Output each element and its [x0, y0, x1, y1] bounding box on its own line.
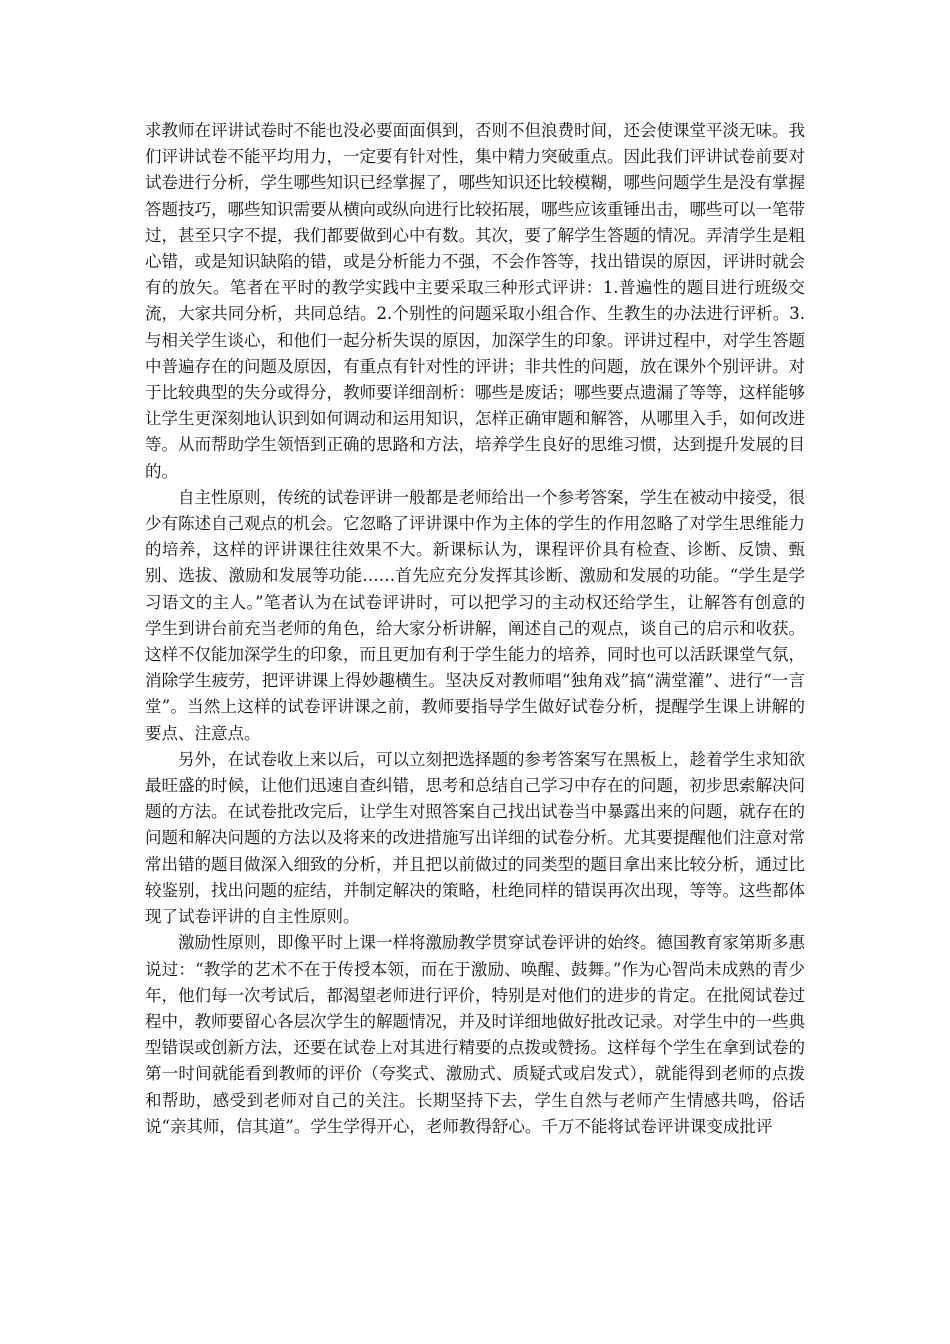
document-body: [145, 118, 805, 1140]
paragraph-1: 求教师在评讲试卷时不能也没必要面面俱到，否则不但浪费时间，还会使课堂平淡无味。我们评讲试卷不能平均用力，一定要有针对性，集中精力突破重点。因此我们评讲试卷前要对试卷进行分析，学生哪些知识已经掌握了，哪些知识还比较模糊，哪些问题学生是没有掌握答题技巧，哪些知识需要从横向或纵向进行比较拓展，哪些应该重锤出击，哪些可以一笔带过，甚至只字不提，我们都要做到心中有数。其次，要了解学生答题的情况。弄清学生是粗心错，或是知识缺陷的错，或是分析能力不强，不会作答等，找出错误的原因，评讲时就会有的放矢。笔者在平时的教学实践中主要采取三种形式评讲：1.普遍性的题目进行班级交流，大家共同分析，共同总结。2.个别性的问题采取小组合作、生教生的办法进行评析。3.与相关学生谈心，和他们一起分析失误的原因，加深学生的印象。评讲过程中，对学生答题中普遍存在的问题及原因，有重点有针对性的评讲；非共性的问题，放在课外个别评讲。对于比较典型的失分或得分，教师要详细剖析：哪些是废话；哪些要点遗漏了等等，这样能够让学生更深刻地认识到如何调动和运用知识，怎样正确审题和解答，从哪里入手，如何改进等。从而帮助学生领悟到正确的思路和方法，培养学生良好的思维习惯，达到提升发展的目的。: [145, 121, 805, 481]
paragraph-2-autonomy-principle: 自主性原则，传统的试卷评讲一般都是老师给出一个参考答案，学生在被动中接受，很少有陈述自己观点的机会。它忽略了评讲课中作为主体的学生的作用忽略了对学生思维能力的培养，这样的评讲课往往效果不大。新课标认为，课程评价具有检查、诊断、反馈、甄别、选拔、激励和发展等功能……首先应充分发挥其诊断、激励和发展的功能。“学生是学习语文的主人。”笔者认为在试卷评讲时，可以把学习的主动权还给学生，让解答有创意的学生到讲台前充当老师的角色，给大家分析讲解，阐述自己的观点，谈自己的启示和收获。这样不仅能加深学生的印象，而且更加有利于学生能力的培养，同时也可以活跃课堂气氛，消除学生疲劳，把评讲课上得妙趣横生。坚决反对教师唱“独角戏”搞“满堂灌”、进行“一言堂”。当然上这样的试卷评讲课之前，教师要指导学生做好试卷分析，提醒学生课上讲解的要点、注意点。: [145, 487, 805, 743]
paragraph-3-self-check: 另外，在试卷收上来以后，可以立刻把选择题的参考答案写在黑板上，趁着学生求知欲最旺盛的时候，让他们迅速自查纠错，思考和总结自己学习中存在的问题，初步思索解决问题的方法。在试卷批改完后，让学生对照答案自己找出试卷当中暴露出来的问题，就存在的问题和解决问题的方法以及将来的改进措施写出详细的试卷分析。尤其要提醒他们注意对常常出错的题目做深入细致的分析，并且把以前做过的同类型的题目拿出来比较分析，通过比较鉴别，找出问题的症结，并制定解决的策略，杜绝同样的错误再次出现，等等。这些都体现了试卷评讲的自主性原则。: [145, 749, 805, 927]
paragraph-4-motivation-principle: 激励性原则，即像平时上课一样将激励教学贯穿试卷评讲的始终。德国教育家第斯多惠说过：“教学的艺术不在于传授本领，而在于激励、唤醒、鼓舞。”作为心智尚未成熟的青少年，他们每一次考试后，都渴望老师进行评价，特别是对他们的进步的肯定。在批阅试卷过程中，教师要留心各层次学生的解题情况，并及时详细地做好批改记录。对学生中的一些典型错误或创新方法，还要在试卷上对其进行精要的点拨或赞扬。这样每个学生在拿到试卷的第一时间就能看到教师的评价（夸奖式、激励式、质疑式或启发式），就能得到老师的点拨和帮助，感受到老师对自己的关注。长期坚持下去，学生自然与老师产生情感共鸣，俗话说“亲其师，信其道”。学生学得开心，老师教得舒心。千万不能将试卷评讲课变成批评: [145, 933, 805, 1136]
